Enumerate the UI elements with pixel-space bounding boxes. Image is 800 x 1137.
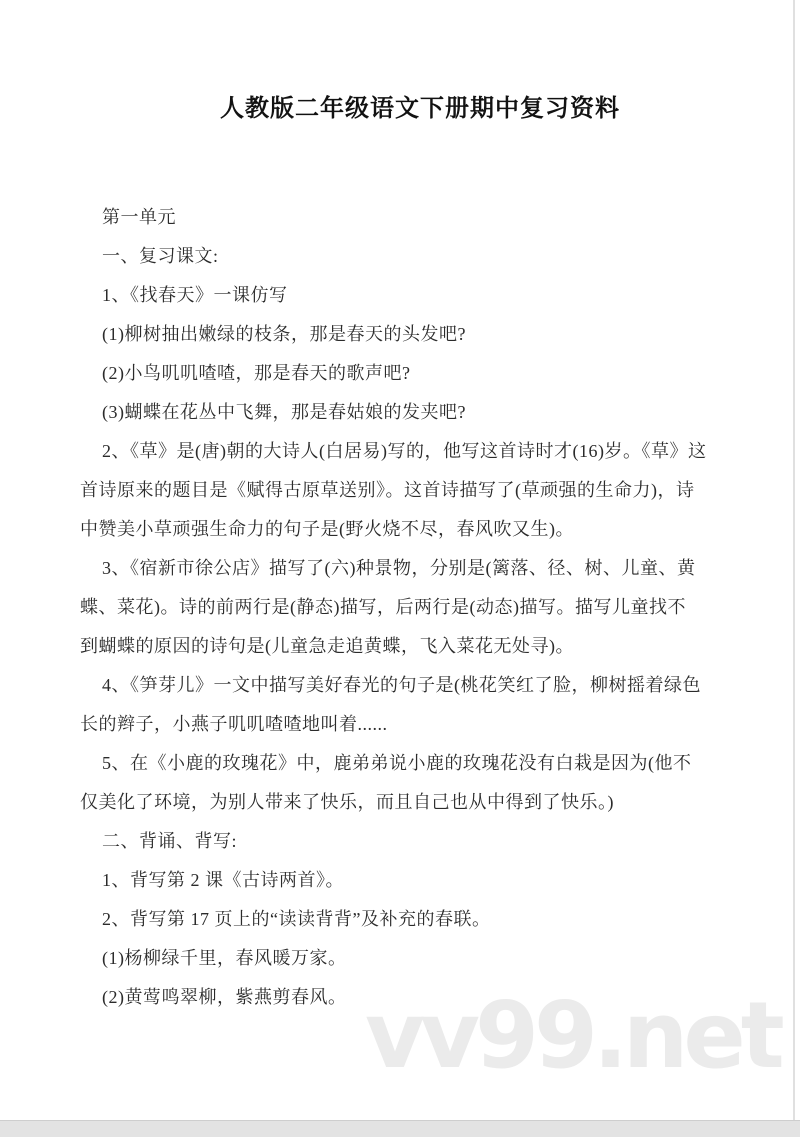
- text-line: 第一单元: [102, 207, 176, 227]
- document-body: [80, 198, 705, 1017]
- text-line: 5、在《小鹿的玫瑰花》中，鹿弟弟说小鹿的玫瑰花没有白栽是因为(他不: [102, 753, 692, 773]
- text-line: 仅美化了环境，为别人带来了快乐，而且自己也从中得到了快乐。): [80, 792, 614, 812]
- text-line: 一、复习课文:: [102, 246, 219, 266]
- watermark: vv99.net: [365, 982, 780, 1089]
- page-title: 人教版二年级语文下册期中复习资料: [220, 95, 620, 122]
- text-line: 1、背写第 2 课《古诗两首》。: [102, 870, 344, 890]
- text-line: 3、《宿新市徐公店》描写了(六)种景物，分别是(篱落、径、树、儿童、黄: [102, 558, 696, 578]
- text-line: 中赞美小草顽强生命力的句子是(野火烧不尽，春风吹又生)。: [80, 519, 574, 539]
- desk-background-strip: [0, 1120, 800, 1137]
- text-line: (3)蝴蝶在花丛中飞舞，那是春姑娘的发夹吧?: [102, 402, 466, 422]
- text-line: 蝶、菜花)。诗的前两行是(静态)描写，后两行是(动态)描写。描写儿童找不: [80, 597, 686, 617]
- text-line: (1)杨柳绿千里，春风暖万家。: [102, 948, 347, 968]
- page-edge-line: [793, 0, 795, 1121]
- text-line: 长的辫子，小燕子叽叽喳喳地叫着......: [80, 714, 388, 734]
- text-line: (2)小鸟叽叽喳喳，那是春天的歌声吧?: [102, 363, 411, 383]
- text-line: 4、《笋芽儿》一文中描写美好春光的句子是(桃花笑红了脸，柳树摇着绿色: [102, 675, 701, 695]
- text-line: 二、背诵、背写:: [102, 831, 238, 851]
- text-line: (1)柳树抽出嫩绿的枝条，那是春天的头发吧?: [102, 324, 466, 344]
- text-line: 2、《草》是(唐)朝的大诗人(白居易)写的，他写这首诗时才(16)岁。《草》这: [102, 441, 707, 461]
- text-line: 首诗原来的题目是《赋得古原草送别》。这首诗描写了(草顽强的生命力)，诗: [80, 480, 695, 500]
- text-line: 2、背写第 17 页上的“读读背背”及补充的春联。: [102, 909, 491, 929]
- text-line: (2)黄莺鸣翠柳，紫燕剪春风。: [102, 987, 347, 1007]
- text-line: 1、《找春天》一课仿写: [102, 285, 288, 305]
- text-line: 到蝴蝶的原因的诗句是(儿童急走追黄蝶，飞入菜花无处寻)。: [80, 636, 574, 656]
